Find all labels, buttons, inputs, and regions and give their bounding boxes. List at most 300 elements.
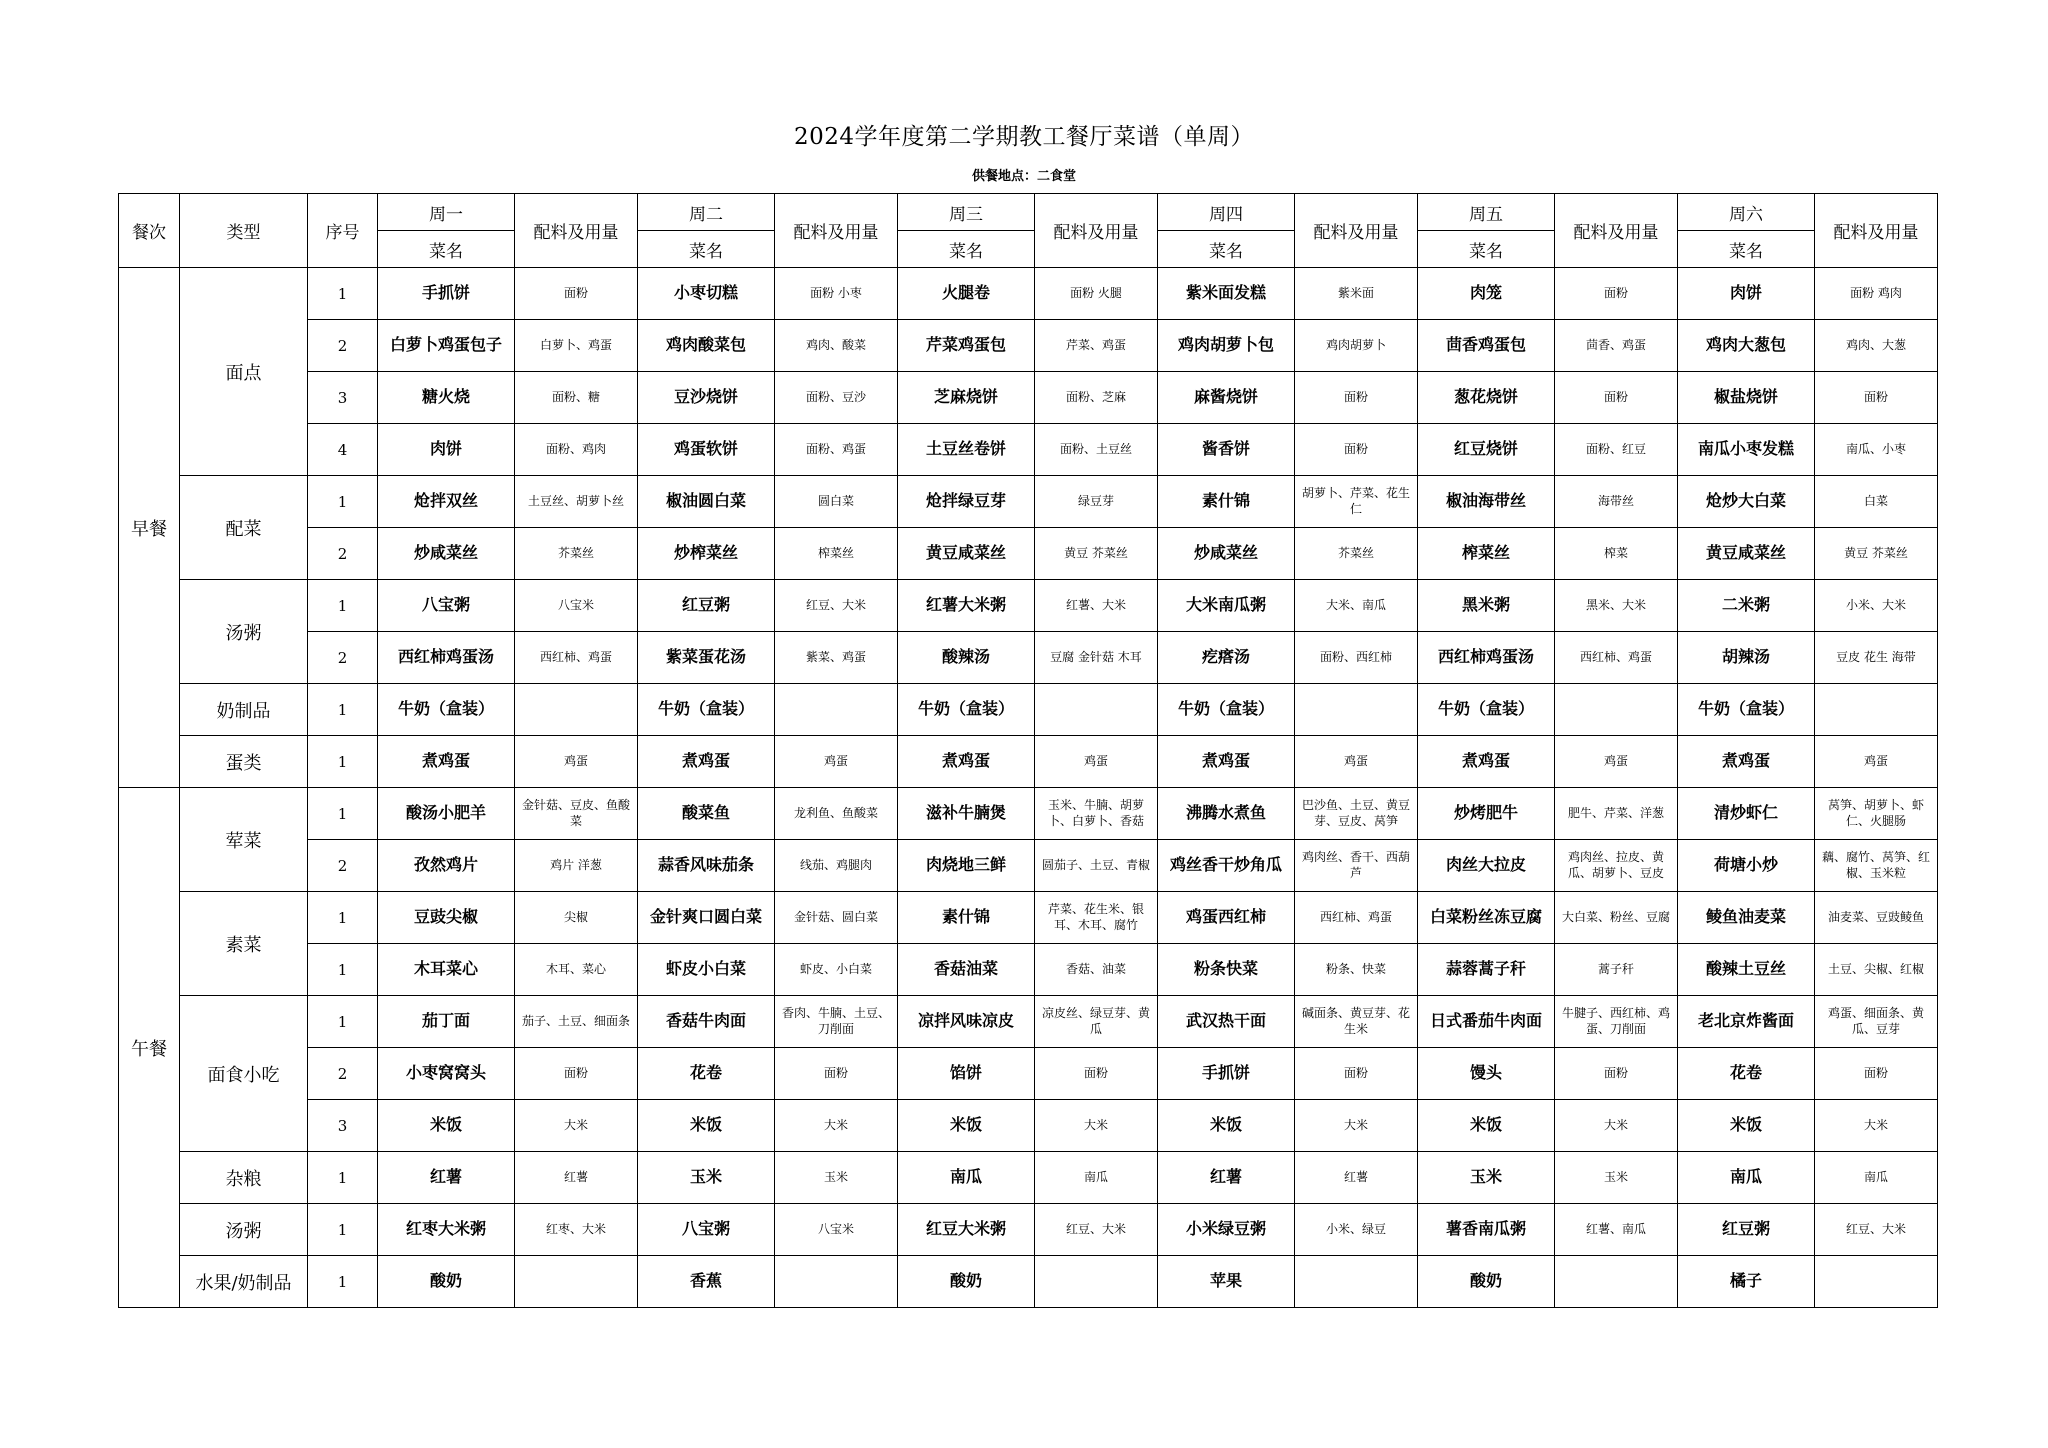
index-cell: 1 xyxy=(308,944,378,996)
dish-cell: 黄豆咸菜丝 xyxy=(898,528,1035,580)
dish-cell: 黑米粥 xyxy=(1418,580,1555,632)
menu-row xyxy=(119,996,1938,1048)
ingredients-cell: 土豆、尖椒、红椒 xyxy=(1815,944,1938,996)
ingredients-cell: 面粉 xyxy=(1815,372,1938,424)
page-subtitle: 供餐地点：二食堂 xyxy=(971,169,1076,184)
dish-cell: 花卷 xyxy=(1678,1048,1815,1100)
ingredients-cell: 芹菜、花生米、银耳、木耳、腐竹 xyxy=(1035,892,1158,944)
dish-cell: 黄豆咸菜丝 xyxy=(1678,528,1815,580)
ingredients-cell: 八宝米 xyxy=(515,580,638,632)
ingredients-cell: 牛腱子、西红柿、鸡蛋、刀削面 xyxy=(1555,996,1678,1048)
ingredients-cell: 豆皮 花生 海带 xyxy=(1815,632,1938,684)
ingredients-cell: 面粉 xyxy=(1295,424,1418,476)
menu-row xyxy=(119,528,1938,580)
menu-row xyxy=(119,1152,1938,1204)
dish-cell: 香蕉 xyxy=(638,1256,775,1308)
ingredients-cell: 榨菜丝 xyxy=(775,528,898,580)
ingredients-cell: 鸡蛋 xyxy=(775,736,898,788)
ingredients-cell: 白菜 xyxy=(1815,476,1938,528)
dish-cell: 紫菜蛋花汤 xyxy=(638,632,775,684)
dish-cell: 肉丝大拉皮 xyxy=(1418,840,1555,892)
dish-cell: 手抓饼 xyxy=(1158,1048,1295,1100)
dish-cell: 蒜蓉蒿子秆 xyxy=(1418,944,1555,996)
dish-cell: 火腿卷 xyxy=(898,268,1035,320)
ingredients-cell: 线茄、鸡腿肉 xyxy=(775,840,898,892)
dish-cell: 麻酱烧饼 xyxy=(1158,372,1295,424)
ingredients-cell: 海带丝 xyxy=(1555,476,1678,528)
index-cell: 1 xyxy=(308,736,378,788)
menu-row xyxy=(119,840,1938,892)
dish-cell: 大米南瓜粥 xyxy=(1158,580,1295,632)
ingredients-cell: 鸡肉丝、拉皮、黄瓜、胡萝卜、豆皮 xyxy=(1555,840,1678,892)
index-cell: 1 xyxy=(308,580,378,632)
dish-cell: 糖火烧 xyxy=(378,372,515,424)
ingredients-cell xyxy=(1555,1256,1678,1308)
ingredients-cell: 鸡蛋 xyxy=(1035,736,1158,788)
ingredients-cell: 紫米面 xyxy=(1295,268,1418,320)
ingredients-cell xyxy=(775,684,898,736)
dish-cell: 红薯 xyxy=(378,1152,515,1204)
dish-cell: 手抓饼 xyxy=(378,268,515,320)
dish-cell: 酸辣土豆丝 xyxy=(1678,944,1815,996)
dish-cell: 南瓜 xyxy=(898,1152,1035,1204)
index-cell: 3 xyxy=(308,372,378,424)
ingredients-cell: 大米 xyxy=(515,1100,638,1152)
dish-cell: 虾皮小白菜 xyxy=(638,944,775,996)
menu-table-body xyxy=(119,194,1938,1308)
dish-cell: 鸡肉酸菜包 xyxy=(638,320,775,372)
dish-cell: 蒜香风味茄条 xyxy=(638,840,775,892)
ingredients-cell: 芹菜、鸡蛋 xyxy=(1035,320,1158,372)
day-header-tue: 周二 xyxy=(638,194,775,231)
ingredients-cell xyxy=(1555,684,1678,736)
menu-row xyxy=(119,892,1938,944)
ingredients-cell: 芥菜丝 xyxy=(1295,528,1418,580)
ingredients-header: 配料及用量 xyxy=(1295,194,1418,268)
dish-header: 菜名 xyxy=(1158,231,1295,268)
ingredients-cell: 红豆、大米 xyxy=(775,580,898,632)
menu-row xyxy=(119,268,1938,320)
dish-cell: 素什锦 xyxy=(1158,476,1295,528)
ingredients-cell: 鸡肉、大葱 xyxy=(1815,320,1938,372)
ingredients-cell: 玉米 xyxy=(775,1152,898,1204)
ingredients-cell xyxy=(1035,1256,1158,1308)
ingredients-header: 配料及用量 xyxy=(775,194,898,268)
ingredients-cell: 面粉 小枣 xyxy=(775,268,898,320)
category-cell: 汤粥 xyxy=(180,1204,308,1256)
dish-cell: 茄丁面 xyxy=(378,996,515,1048)
dish-cell: 小枣切糕 xyxy=(638,268,775,320)
ingredients-cell: 大米 xyxy=(1295,1100,1418,1152)
ingredients-cell: 鸡蛋、细面条、黄瓜、豆芽 xyxy=(1815,996,1938,1048)
ingredients-cell: 大米 xyxy=(1555,1100,1678,1152)
menu-row xyxy=(119,944,1938,996)
ingredients-cell: 大米 xyxy=(1035,1100,1158,1152)
dish-cell: 苹果 xyxy=(1158,1256,1295,1308)
index-cell: 1 xyxy=(308,892,378,944)
dish-cell: 白萝卜鸡蛋包子 xyxy=(378,320,515,372)
index-cell: 2 xyxy=(308,320,378,372)
ingredients-cell: 巴沙鱼、土豆、黄豆芽、豆皮、莴笋 xyxy=(1295,788,1418,840)
category-cell: 水果/奶制品 xyxy=(180,1256,308,1308)
dish-cell: 西红柿鸡蛋汤 xyxy=(378,632,515,684)
ingredients-cell: 香菇、油菜 xyxy=(1035,944,1158,996)
day-header-thu: 周四 xyxy=(1158,194,1295,231)
category-cell: 蛋类 xyxy=(180,736,308,788)
index-cell: 1 xyxy=(308,1204,378,1256)
ingredients-cell xyxy=(1295,684,1418,736)
dish-cell: 酱香饼 xyxy=(1158,424,1295,476)
dish-cell: 米饭 xyxy=(1418,1100,1555,1152)
ingredients-cell: 面粉、西红柿 xyxy=(1295,632,1418,684)
ingredients-cell: 蒿子秆 xyxy=(1555,944,1678,996)
dish-cell: 鸡蛋软饼 xyxy=(638,424,775,476)
dish-cell: 炒烤肥牛 xyxy=(1418,788,1555,840)
ingredients-cell: 茴香、鸡蛋 xyxy=(1555,320,1678,372)
dish-header: 菜名 xyxy=(1678,231,1815,268)
category-header: 类型 xyxy=(180,194,308,268)
dish-cell: 疙瘩汤 xyxy=(1158,632,1295,684)
dish-cell: 牛奶（盒装） xyxy=(1678,684,1815,736)
ingredients-cell: 芥菜丝 xyxy=(515,528,638,580)
dish-cell: 老北京炸酱面 xyxy=(1678,996,1815,1048)
dish-cell: 酸奶 xyxy=(378,1256,515,1308)
dish-cell: 滋补牛腩煲 xyxy=(898,788,1035,840)
ingredients-cell: 粉条、快菜 xyxy=(1295,944,1418,996)
menu-row xyxy=(119,1256,1938,1308)
meal-cell: 午餐 xyxy=(119,788,180,1308)
ingredients-cell: 藕、腐竹、莴笋、红椒、玉米粒 xyxy=(1815,840,1938,892)
dish-cell: 香菇牛肉面 xyxy=(638,996,775,1048)
ingredients-cell: 油麦菜、豆豉鲮鱼 xyxy=(1815,892,1938,944)
dish-cell: 紫米面发糕 xyxy=(1158,268,1295,320)
dish-cell: 红豆粥 xyxy=(638,580,775,632)
meal-cell: 早餐 xyxy=(119,268,180,788)
ingredients-cell: 南瓜、小枣 xyxy=(1815,424,1938,476)
ingredients-cell: 土豆丝、胡萝卜丝 xyxy=(515,476,638,528)
ingredients-cell: 绿豆芽 xyxy=(1035,476,1158,528)
category-cell: 荤菜 xyxy=(180,788,308,892)
dish-cell: 煮鸡蛋 xyxy=(638,736,775,788)
dish-cell: 红薯 xyxy=(1158,1152,1295,1204)
index-cell: 3 xyxy=(308,1100,378,1152)
ingredients-cell: 小米、绿豆 xyxy=(1295,1204,1418,1256)
dish-cell: 鸡蛋西红柿 xyxy=(1158,892,1295,944)
dish-cell: 米饭 xyxy=(898,1100,1035,1152)
category-cell: 面点 xyxy=(180,268,308,476)
menu-row xyxy=(119,320,1938,372)
ingredients-cell: 凉皮丝、绿豆芽、黄瓜 xyxy=(1035,996,1158,1048)
index-cell: 2 xyxy=(308,632,378,684)
dish-cell: 土豆丝卷饼 xyxy=(898,424,1035,476)
page-title: 2024学年度第二学期教工餐厅菜谱（单周） xyxy=(793,124,1255,150)
ingredients-cell: 木耳、菜心 xyxy=(515,944,638,996)
dish-cell: 八宝粥 xyxy=(638,1204,775,1256)
category-cell: 杂粮 xyxy=(180,1152,308,1204)
day-header-mon: 周一 xyxy=(378,194,515,231)
ingredients-cell xyxy=(775,1256,898,1308)
dish-cell: 葱花烧饼 xyxy=(1418,372,1555,424)
dish-cell: 椒盐烧饼 xyxy=(1678,372,1815,424)
ingredients-cell: 红薯 xyxy=(1295,1152,1418,1204)
dish-cell: 椒油海带丝 xyxy=(1418,476,1555,528)
dish-cell: 鸡肉大葱包 xyxy=(1678,320,1815,372)
index-cell: 2 xyxy=(308,840,378,892)
ingredients-header: 配料及用量 xyxy=(1555,194,1678,268)
ingredients-cell: 面粉 xyxy=(1295,1048,1418,1100)
dish-cell: 小米绿豆粥 xyxy=(1158,1204,1295,1256)
dish-cell: 牛奶（盒装） xyxy=(898,684,1035,736)
dish-cell: 榨菜丝 xyxy=(1418,528,1555,580)
menu-table xyxy=(118,193,1938,1308)
ingredients-cell: 西红柿、鸡蛋 xyxy=(1555,632,1678,684)
ingredients-cell: 香肉、牛腩、土豆、刀削面 xyxy=(775,996,898,1048)
ingredients-cell: 大米、南瓜 xyxy=(1295,580,1418,632)
ingredients-cell: 玉米 xyxy=(1555,1152,1678,1204)
dish-cell: 玉米 xyxy=(1418,1152,1555,1204)
ingredients-cell xyxy=(515,684,638,736)
category-cell: 面食小吃 xyxy=(180,996,308,1152)
dish-header: 菜名 xyxy=(1418,231,1555,268)
day-header-fri: 周五 xyxy=(1418,194,1555,231)
ingredients-cell: 面粉 xyxy=(515,268,638,320)
ingredients-header: 配料及用量 xyxy=(515,194,638,268)
dish-cell: 红豆烧饼 xyxy=(1418,424,1555,476)
ingredients-cell: 鸡片 洋葱 xyxy=(515,840,638,892)
category-cell: 配菜 xyxy=(180,476,308,580)
dish-header: 菜名 xyxy=(638,231,775,268)
ingredients-cell: 鸡蛋 xyxy=(1295,736,1418,788)
menu-row xyxy=(119,788,1938,840)
dish-cell: 粉条快菜 xyxy=(1158,944,1295,996)
dish-cell: 沸腾水煮鱼 xyxy=(1158,788,1295,840)
dish-cell: 武汉热干面 xyxy=(1158,996,1295,1048)
ingredients-cell: 面粉 xyxy=(1555,1048,1678,1100)
index-cell: 4 xyxy=(308,424,378,476)
index-cell: 1 xyxy=(308,684,378,736)
header-row-days xyxy=(119,194,1938,231)
dish-cell: 馒头 xyxy=(1418,1048,1555,1100)
index-cell: 1 xyxy=(308,1152,378,1204)
menu-row xyxy=(119,424,1938,476)
ingredients-cell: 圆茄子、土豆、青椒 xyxy=(1035,840,1158,892)
ingredients-cell: 南瓜 xyxy=(1815,1152,1938,1204)
dish-cell: 日式番茄牛肉面 xyxy=(1418,996,1555,1048)
dish-cell: 炝炒大白菜 xyxy=(1678,476,1815,528)
menu-row xyxy=(119,736,1938,788)
dish-cell: 红豆大米粥 xyxy=(898,1204,1035,1256)
dish-cell: 芹菜鸡蛋包 xyxy=(898,320,1035,372)
dish-cell: 橘子 xyxy=(1678,1256,1815,1308)
day-header-wed: 周三 xyxy=(898,194,1035,231)
dish-cell: 炝拌绿豆芽 xyxy=(898,476,1035,528)
ingredients-cell: 面粉 xyxy=(1555,268,1678,320)
menu-row xyxy=(119,1204,1938,1256)
dish-cell: 炒榨菜丝 xyxy=(638,528,775,580)
dish-cell: 牛奶（盒装） xyxy=(1158,684,1295,736)
menu-row xyxy=(119,1048,1938,1100)
dish-cell: 肉笼 xyxy=(1418,268,1555,320)
dish-cell: 酸奶 xyxy=(898,1256,1035,1308)
dish-cell: 酸辣汤 xyxy=(898,632,1035,684)
ingredients-cell: 红枣、大米 xyxy=(515,1204,638,1256)
ingredients-cell xyxy=(1035,684,1158,736)
dish-cell: 胡辣汤 xyxy=(1678,632,1815,684)
index-cell: 1 xyxy=(308,788,378,840)
dish-cell: 小枣窝窝头 xyxy=(378,1048,515,1100)
day-header-sat: 周六 xyxy=(1678,194,1815,231)
ingredients-cell: 面粉、豆沙 xyxy=(775,372,898,424)
ingredients-cell: 大米 xyxy=(1815,1100,1938,1152)
ingredients-cell: 面粉、芝麻 xyxy=(1035,372,1158,424)
ingredients-cell: 面粉、土豆丝 xyxy=(1035,424,1158,476)
ingredients-cell: 莴笋、胡萝卜、虾仁、火腿肠 xyxy=(1815,788,1938,840)
ingredients-cell: 面粉、糖 xyxy=(515,372,638,424)
dish-header: 菜名 xyxy=(898,231,1035,268)
dish-cell: 煮鸡蛋 xyxy=(1418,736,1555,788)
ingredients-cell: 茄子、土豆、细面条 xyxy=(515,996,638,1048)
dish-cell: 米饭 xyxy=(638,1100,775,1152)
ingredients-cell: 红豆、大米 xyxy=(1815,1204,1938,1256)
menu-row xyxy=(119,684,1938,736)
dish-cell: 孜然鸡片 xyxy=(378,840,515,892)
dish-cell: 八宝粥 xyxy=(378,580,515,632)
dish-cell: 薯香南瓜粥 xyxy=(1418,1204,1555,1256)
dish-cell: 荷塘小炒 xyxy=(1678,840,1815,892)
dish-cell: 牛奶（盒装） xyxy=(1418,684,1555,736)
ingredients-cell: 面粉 xyxy=(1555,372,1678,424)
ingredients-cell: 面粉 xyxy=(515,1048,638,1100)
ingredients-cell: 紫菜、鸡蛋 xyxy=(775,632,898,684)
ingredients-header: 配料及用量 xyxy=(1815,194,1938,268)
category-cell: 汤粥 xyxy=(180,580,308,684)
dish-header: 菜名 xyxy=(378,231,515,268)
dish-cell: 炒咸菜丝 xyxy=(378,528,515,580)
dish-cell: 南瓜小枣发糕 xyxy=(1678,424,1815,476)
ingredients-cell xyxy=(515,1256,638,1308)
ingredients-cell: 面粉 xyxy=(1815,1048,1938,1100)
index-cell: 1 xyxy=(308,1256,378,1308)
ingredients-cell: 虾皮、小白菜 xyxy=(775,944,898,996)
dish-cell: 煮鸡蛋 xyxy=(898,736,1035,788)
menu-row xyxy=(119,476,1938,528)
ingredients-cell: 红薯 xyxy=(515,1152,638,1204)
dish-cell: 凉拌风味凉皮 xyxy=(898,996,1035,1048)
dish-cell: 肉饼 xyxy=(378,424,515,476)
dish-cell: 酸菜鱼 xyxy=(638,788,775,840)
ingredients-cell: 白萝卜、鸡蛋 xyxy=(515,320,638,372)
ingredients-cell: 鸡蛋 xyxy=(1555,736,1678,788)
ingredients-cell: 黄豆 芥菜丝 xyxy=(1035,528,1158,580)
menu-row xyxy=(119,580,1938,632)
ingredients-cell: 鸡肉、酸菜 xyxy=(775,320,898,372)
dish-cell: 清炒虾仁 xyxy=(1678,788,1815,840)
dish-cell: 肉饼 xyxy=(1678,268,1815,320)
dish-cell: 花卷 xyxy=(638,1048,775,1100)
dish-cell: 炒咸菜丝 xyxy=(1158,528,1295,580)
ingredients-cell: 西红柿、鸡蛋 xyxy=(1295,892,1418,944)
dish-cell: 酸奶 xyxy=(1418,1256,1555,1308)
dish-cell: 白菜粉丝冻豆腐 xyxy=(1418,892,1555,944)
index-cell: 1 xyxy=(308,996,378,1048)
ingredients-cell: 黑米、大米 xyxy=(1555,580,1678,632)
ingredients-cell: 肥牛、芹菜、洋葱 xyxy=(1555,788,1678,840)
ingredients-cell: 面粉 xyxy=(1035,1048,1158,1100)
index-cell: 1 xyxy=(308,268,378,320)
dish-cell: 米饭 xyxy=(1678,1100,1815,1152)
ingredients-cell: 面粉 xyxy=(775,1048,898,1100)
dish-cell: 牛奶（盒装） xyxy=(378,684,515,736)
dish-cell: 素什锦 xyxy=(898,892,1035,944)
dish-cell: 椒油圆白菜 xyxy=(638,476,775,528)
ingredients-cell: 尖椒 xyxy=(515,892,638,944)
dish-cell: 米饭 xyxy=(1158,1100,1295,1152)
dish-cell: 米饭 xyxy=(378,1100,515,1152)
dish-cell: 豆沙烧饼 xyxy=(638,372,775,424)
ingredients-cell: 小米、大米 xyxy=(1815,580,1938,632)
dish-cell: 香菇油菜 xyxy=(898,944,1035,996)
ingredients-cell: 南瓜 xyxy=(1035,1152,1158,1204)
dish-cell: 木耳菜心 xyxy=(378,944,515,996)
dish-cell: 鸡肉胡萝卜包 xyxy=(1158,320,1295,372)
ingredients-cell: 面粉 鸡肉 xyxy=(1815,268,1938,320)
ingredients-cell: 龙利鱼、鱼酸菜 xyxy=(775,788,898,840)
dish-cell: 煮鸡蛋 xyxy=(378,736,515,788)
menu-row xyxy=(119,372,1938,424)
ingredients-cell: 八宝米 xyxy=(775,1204,898,1256)
ingredients-cell: 大白菜、粉丝、豆腐 xyxy=(1555,892,1678,944)
index-cell: 1 xyxy=(308,476,378,528)
ingredients-cell: 胡萝卜、芹菜、花生仁 xyxy=(1295,476,1418,528)
ingredients-cell: 榨菜 xyxy=(1555,528,1678,580)
ingredients-cell: 鸡蛋 xyxy=(515,736,638,788)
ingredients-cell: 鸡肉丝、香干、西葫芦 xyxy=(1295,840,1418,892)
ingredients-cell: 面粉、红豆 xyxy=(1555,424,1678,476)
ingredients-cell: 红豆、大米 xyxy=(1035,1204,1158,1256)
menu-row xyxy=(119,632,1938,684)
dish-cell: 玉米 xyxy=(638,1152,775,1204)
ingredients-cell: 红薯、南瓜 xyxy=(1555,1204,1678,1256)
ingredients-cell: 大米 xyxy=(775,1100,898,1152)
index-cell: 2 xyxy=(308,1048,378,1100)
index-cell: 2 xyxy=(308,528,378,580)
ingredients-cell: 西红柿、鸡蛋 xyxy=(515,632,638,684)
dish-cell: 红枣大米粥 xyxy=(378,1204,515,1256)
dish-cell: 馅饼 xyxy=(898,1048,1035,1100)
ingredients-cell: 面粉、鸡肉 xyxy=(515,424,638,476)
dish-cell: 炝拌双丝 xyxy=(378,476,515,528)
dish-cell: 牛奶（盒装） xyxy=(638,684,775,736)
dish-cell: 金针爽口圆白菜 xyxy=(638,892,775,944)
dish-cell: 红薯大米粥 xyxy=(898,580,1035,632)
meal-header: 餐次 xyxy=(119,194,180,268)
category-cell: 素菜 xyxy=(180,892,308,996)
dish-cell: 芝麻烧饼 xyxy=(898,372,1035,424)
dish-cell: 红豆粥 xyxy=(1678,1204,1815,1256)
ingredients-header: 配料及用量 xyxy=(1035,194,1158,268)
dish-cell: 鸡丝香干炒角瓜 xyxy=(1158,840,1295,892)
dish-cell: 鲮鱼油麦菜 xyxy=(1678,892,1815,944)
dish-cell: 南瓜 xyxy=(1678,1152,1815,1204)
menu-row xyxy=(119,1100,1938,1152)
ingredients-cell: 红薯、大米 xyxy=(1035,580,1158,632)
ingredients-cell: 金针菇、豆皮、鱼酸菜 xyxy=(515,788,638,840)
dish-cell: 西红柿鸡蛋汤 xyxy=(1418,632,1555,684)
dish-cell: 二米粥 xyxy=(1678,580,1815,632)
ingredients-cell xyxy=(1815,684,1938,736)
ingredients-cell: 金针菇、圆白菜 xyxy=(775,892,898,944)
ingredients-cell: 面粉 火腿 xyxy=(1035,268,1158,320)
